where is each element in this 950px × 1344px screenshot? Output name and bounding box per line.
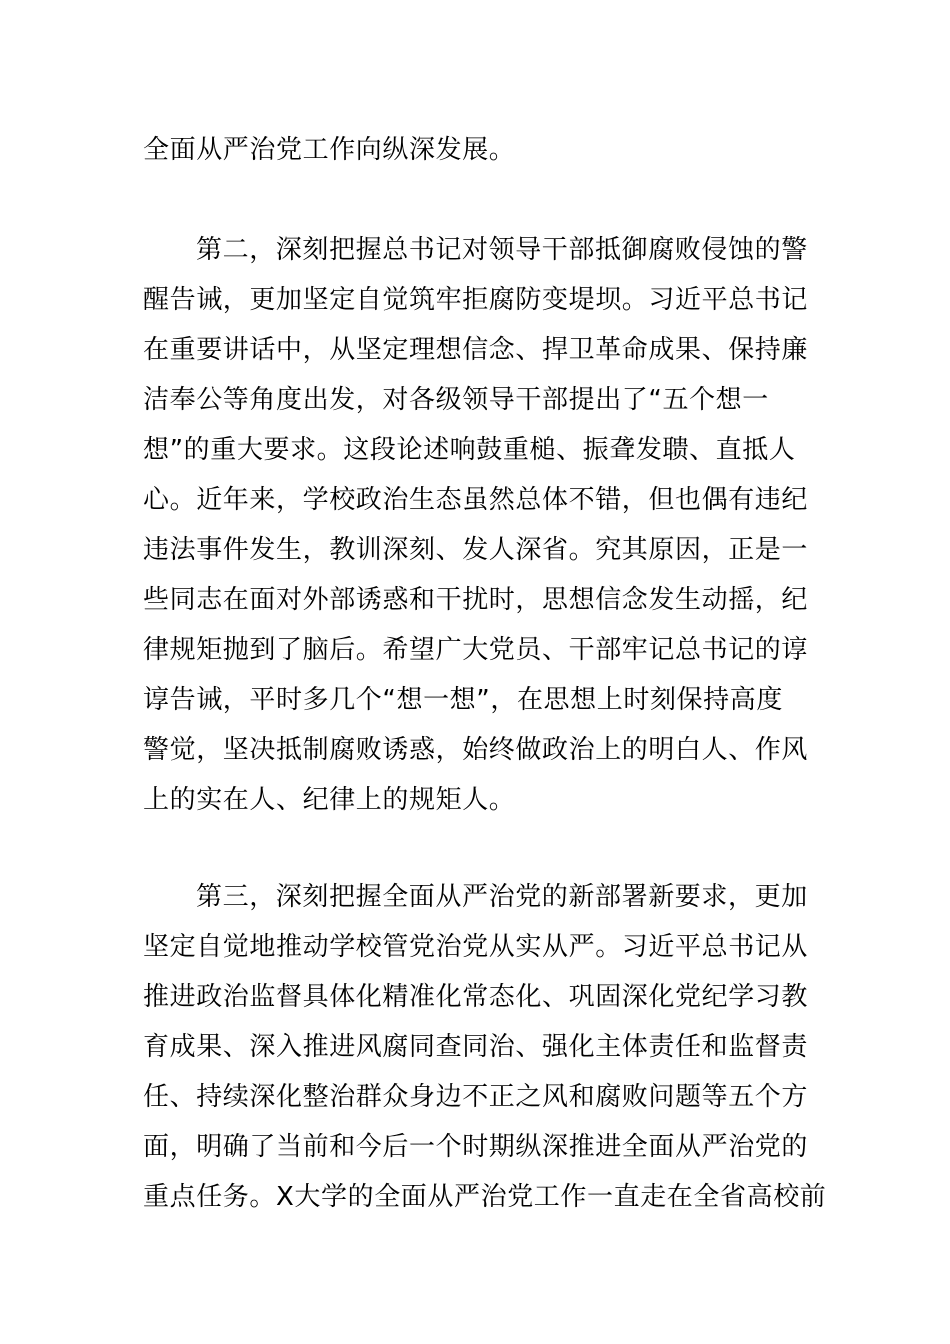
text-line: 在重要讲话中，从坚定理想信念、捍卫革命成果、保持廉 xyxy=(143,335,809,365)
text-line: 全面从严治党工作向纵深发展。 xyxy=(143,135,516,165)
text-line: 育成果、深入推进风腐同查同治、强化主体责任和监督责 xyxy=(143,1032,809,1062)
text-line: 心。近年来，学校政治生态虽然总体不错，但也偶有违纪 xyxy=(143,485,809,515)
text-line: 任、持续深化整治群众身边不正之风和腐败问题等五个方 xyxy=(143,1082,809,1112)
text-line: 上的实在人、纪律上的规矩人。 xyxy=(143,785,516,815)
text-line: 洁奉公等角度出发，对各级领导干部提出了“五个想一 xyxy=(143,385,769,415)
text-line: 些同志在面对外部诱惑和干扰时，思想信念发生动摇，纪 xyxy=(143,585,809,615)
text-line: 警觉，坚决抵制腐败诱惑，始终做政治上的明白人、作风 xyxy=(143,735,809,765)
text-line: 律规矩抛到了脑后。希望广大党员、干部牢记总书记的谆 xyxy=(143,635,809,665)
text-line: 坚定自觉地推动学校管党治党从实从严。习近平总书记从 xyxy=(143,932,809,962)
text-line: 想”的重大要求。这段论述响鼓重槌、振聋发聩、直抵人 xyxy=(143,435,796,465)
text-line: 违法事件发生，教训深刻、发人深省。究其原因，正是一 xyxy=(143,535,809,565)
text-line: 醒告诫，更加坚定自觉筑牢拒腐防变堤坝。习近平总书记 xyxy=(143,285,809,315)
text-line: 面，明确了当前和今后一个时期纵深推进全面从严治党的 xyxy=(143,1132,809,1162)
paragraph-first-line: 第三，深刻把握全面从严治党的新部署新要求，更加 xyxy=(196,882,808,912)
text-line: 推进政治监督具体化精准化常态化、巩固深化党纪学习教 xyxy=(143,982,809,1012)
paragraph-first-line: 第二，深刻把握总书记对领导干部抵御腐败侵蚀的警 xyxy=(196,235,808,265)
text-line: 谆告诫，平时多几个“想一想”，在思想上时刻保持高度 xyxy=(143,685,783,715)
text-line: 重点任务。X大学的全面从严治党工作一直走在全省高校前 xyxy=(143,1182,827,1212)
